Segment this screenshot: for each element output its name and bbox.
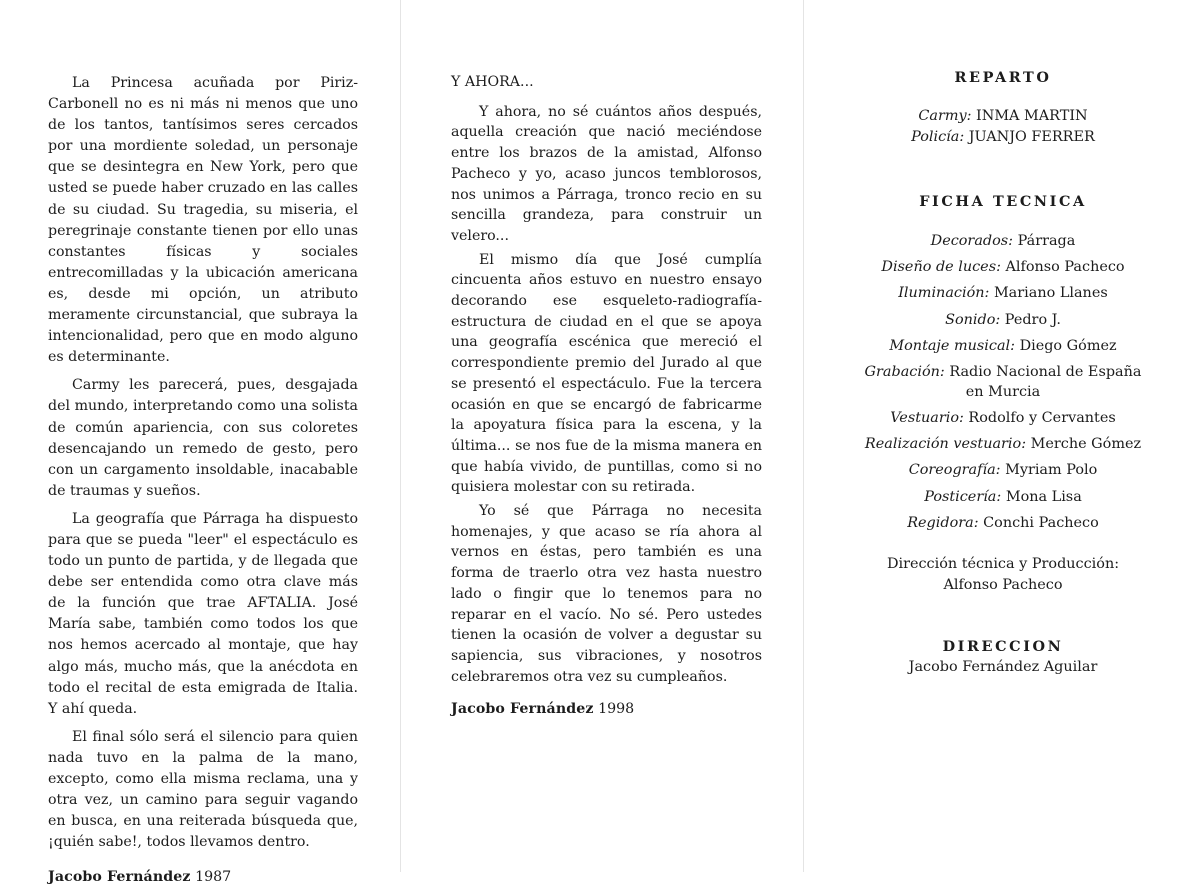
ficha-tecnica-title: FICHA TECNICA bbox=[919, 193, 1087, 210]
credit-role: Iluminación: bbox=[898, 285, 990, 302]
credit-row bbox=[840, 457, 1166, 483]
credit-row bbox=[840, 405, 1166, 431]
section-heading: Y AHORA... bbox=[451, 74, 534, 90]
direccion-name: Jacobo Fernández Aguilar bbox=[908, 659, 1098, 676]
credit-role: Montaje musical: bbox=[889, 337, 1015, 354]
cast-row bbox=[840, 127, 1166, 148]
credit-role: Decorados: bbox=[930, 233, 1014, 249]
cast-list bbox=[840, 106, 1166, 148]
cast-row bbox=[840, 106, 1166, 127]
credit-name: Myriam Polo bbox=[1005, 462, 1098, 479]
paragraph: Yo sé que Párraga no necesita homenajes, y que acaso se ría ahora al vernos en éstas, pero también es una forma de traerlo otra vez hasta nuestro lado o fingir que lo tenemos para no reparar en el vacío. No sé. Pero ustedes tienen la ocasión de volver a degustar su sapiencia, sus vibraciones, y nosotros celebraremos otra vez su cumpleaños. bbox=[451, 503, 762, 685]
signature-year: 1987 bbox=[195, 869, 232, 886]
credit-role: Grabación: bbox=[864, 364, 945, 381]
credit-role: Regidora: bbox=[907, 514, 979, 531]
credit-row bbox=[840, 359, 1166, 405]
credit-name: Pedro J. bbox=[1004, 311, 1061, 328]
paragraph: La Princesa acuñada por Piriz-Carbonell no es ni más ni menos que uno de los tantos, tantísimos seres cercados por una mordiente soledad, un personaje que se desintegra en New York, pero que usted se puede haber cruzado en las calles de su ciudad. Su tragedia, su miseria, el peregrinaje constante tienen por ello unas constantes físicas y sociales entrecomilladas y la ubicación americana es, desde mi opción, un atributo meramente circunstancial, que subraya la intencionalidad, pero que en modo alguno es determinante. bbox=[48, 75, 358, 366]
paragraph: El final sólo será el silencio para quien nada tuvo en la palma de la mano, excepto, como ella misma reclama, una y otra vez, un camino para seguir vagando en busca, en una reiterada búsqueda que, ¡quién sabe!, todos llevamos dentro. bbox=[48, 728, 358, 851]
paragraph: El mismo día que José cumplía cincuenta años estuvo en nuestro ensayo decorando ese esqueleto-radiografía-estructura de ciudad en el que se apoya una geografía escénica que mereció el correspondiente premio del Jurado al que se presentó el espectáculo. Fue la tercera ocasión en que se encargó de fabricarme la apoyatura física para la escena, y la última... se nos fue de la misma manera en que había vivido, de puntillas, como si no quisiera molestar con su retirada. bbox=[451, 251, 762, 496]
production-name: Alfonso Pacheco bbox=[943, 577, 1063, 594]
credit-row bbox=[840, 228, 1166, 254]
credit-row bbox=[840, 280, 1166, 306]
credit-role: Vestuario: bbox=[890, 410, 964, 427]
reparto-title: REPARTO bbox=[954, 69, 1052, 86]
panel-credits bbox=[840, 67, 1166, 678]
credit-row bbox=[840, 431, 1166, 457]
signature bbox=[48, 867, 358, 888]
credit-row bbox=[840, 333, 1166, 359]
panel-middle-text bbox=[451, 72, 762, 723]
credit-name: Merche Gómez bbox=[1030, 436, 1142, 453]
credit-name-line2: en Murcia bbox=[965, 384, 1041, 401]
signature-name: Jacobo Fernández bbox=[48, 869, 191, 886]
credit-row bbox=[840, 307, 1166, 333]
paragraph: Carmy les parecerá, pues, desgajada del mundo, interpretando como una solista de común apariencia, con sus coloretes desencajando un remedo de gesto, pero con un cargamento insoldable, inacabable de traumas y sueños. bbox=[48, 377, 358, 499]
cast-name: INMA MARTIN bbox=[976, 108, 1088, 124]
signature bbox=[451, 699, 762, 720]
credit-name: Alfonso Pacheco bbox=[1005, 259, 1125, 276]
credit-role: Diseño de luces: bbox=[881, 259, 1001, 276]
signature-name: Jacobo Fernández bbox=[451, 701, 594, 718]
credit-role: Sonido: bbox=[945, 311, 1001, 328]
direccion-title: DIRECCION bbox=[942, 638, 1064, 656]
credits-list bbox=[840, 228, 1166, 536]
panel-fold-left bbox=[400, 0, 401, 872]
credit-name: Radio Nacional de España bbox=[949, 364, 1142, 381]
credit-name: Conchi Pacheco bbox=[983, 514, 1099, 531]
cast-role: Carmy: bbox=[918, 108, 972, 124]
credit-name: Mona Lisa bbox=[1005, 488, 1082, 505]
cast-name: JUANJO FERRER bbox=[968, 129, 1095, 145]
cast-role: Policía: bbox=[911, 129, 965, 145]
credit-row bbox=[840, 484, 1166, 510]
credit-name: Párraga bbox=[1017, 233, 1076, 249]
credit-row bbox=[840, 254, 1166, 280]
credit-role: Posticería: bbox=[924, 488, 1002, 505]
credit-name: Rodolfo y Cervantes bbox=[968, 410, 1116, 427]
credit-name: Mariano Llanes bbox=[993, 285, 1108, 302]
credit-role: Coreografía: bbox=[908, 462, 1001, 479]
panel-left-text bbox=[48, 73, 358, 895]
production-credit bbox=[840, 554, 1166, 596]
credit-name: Diego Gómez bbox=[1019, 337, 1117, 354]
credit-row bbox=[840, 510, 1166, 536]
production-role: Dirección técnica y Producción: bbox=[886, 556, 1120, 573]
panel-fold-right bbox=[803, 0, 804, 872]
signature-year: 1998 bbox=[598, 701, 635, 718]
credit-role: Realización vestuario: bbox=[864, 436, 1027, 453]
paragraph: Y ahora, no sé cuántos años después, aquella creación que nació meciéndose entre los brazos de la amistad, Alfonso Pacheco y yo, acaso juncos temblorosos, nos unimos a Párraga, tronco recio en su sencilla grandeza, para construir un velero... bbox=[451, 103, 762, 244]
paragraph: La geografía que Párraga ha dispuesto para que se pueda "leer" el espectáculo es todo un punto de partida, y de llegada que debe ser entendida como otra clave más de la función que trae AFTALIA. José María sabe, también como todos los que nos hemos acercado al montaje, que hay algo más, mucho más, que la anécdota en todo el recital de esta emigrada de Italia. Y ahí queda. bbox=[48, 510, 358, 717]
